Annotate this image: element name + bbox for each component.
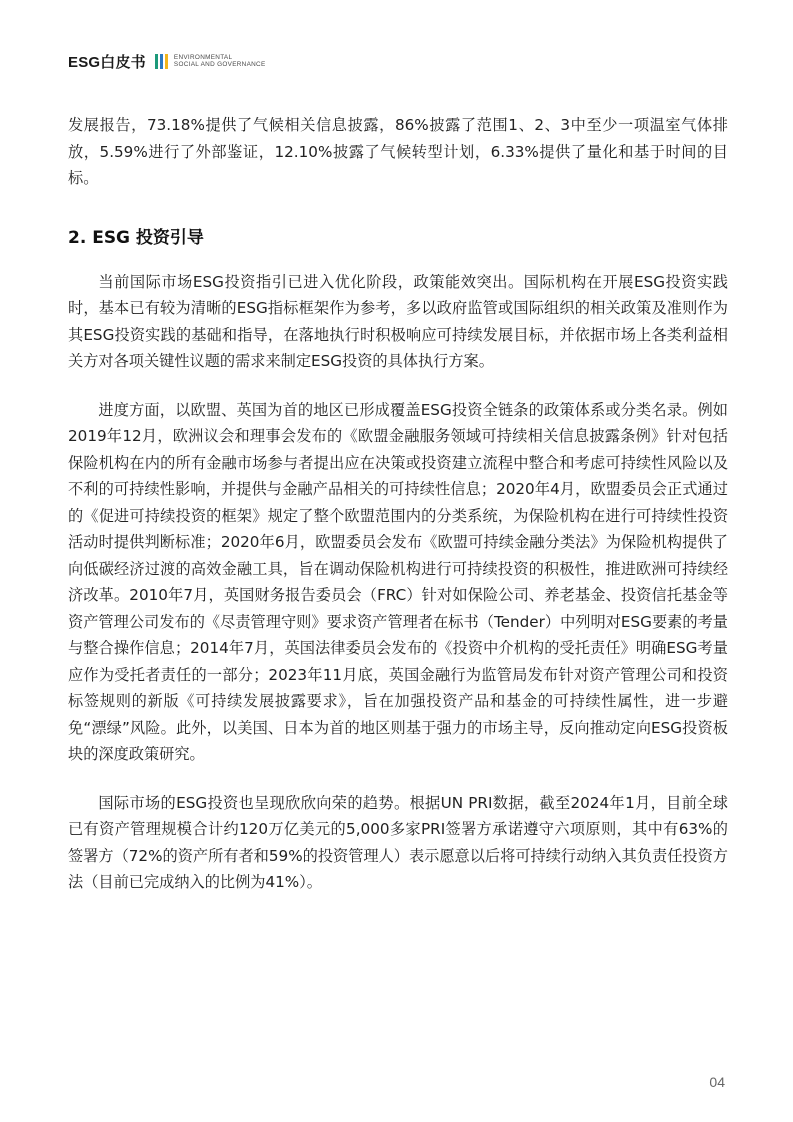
brand-bar-yellow	[165, 54, 168, 69]
body-paragraph: 进度方面，以欧盟、英国为首的地区已形成覆盖ESG投资全链条的政策体系或分类名录。例如2019年12月，欧洲议会和理事会发布的《欧盟金融服务领域可持续相关信息披露条例》针对包括保险机构在内的所有金融市场参与者提出应在决策或投资建立流程中整合和考虑可持续性风险以及不利的可持续性影响，并提供与金融产品相关的可持续性信息；2020年4月，欧盟委员会正式通过的《促进可持续投资的框架》规定了整个欧盟范围内的分类系统，为保险机构在进行可持续性投资活动时提供判断标准；2020年6月，欧盟委员会发布《欧盟可持续金融分类法》为保险机构提供了向低碳经济过渡的高效金融工具，旨在调动保险机构进行可持续投资的积极性，推进欧洲可持续经济改革。2010年7月，英国财务报告委员会（FRC）针对如保险公司、养老基金、投资信托基金等资产管理公司发布的《尽责管理守则》要求资产管理者在标书（Tender）中列明对ESG要素的考量与整合操作信息；2014年7月，英国法律委员会发布的《投资中介机构的受托责任》明确ESG考量应作为受托者责任的一部分；2023年11月底，英国金融行为监管局发布针对资产管理公司和投资标签规则的新版《可持续发展披露要求》，旨在加强投资产品和基金的可持续性属性，进一步避免“漂绿”风险。此外，以美国、日本为首的地区则基于强力的市场主导，反向推动定向ESG投资板块的深度政策研究。	[68, 400, 728, 763]
page-number: 04	[709, 1074, 725, 1090]
brand-title: ESG白皮书	[68, 53, 146, 71]
brand-bar-green	[155, 54, 158, 69]
brand-color-bars-icon	[155, 54, 168, 69]
intro-paragraph: 发展报告，73.18%提供了气候相关信息披露，86%披露了范围1、2、3中至少一项温室气体排放，5.59%进行了外部鉴证，12.10%披露了气候转型计划，6.33%提供了量化和基于时间的目标。	[68, 116, 728, 187]
brand-bar-blue	[160, 54, 163, 69]
brand-subtitle-line2: SOCIAL AND GOVERNANCE	[173, 61, 266, 68]
page-content	[68, 112, 728, 896]
section-heading: 2. ESG 投资引导	[68, 227, 204, 248]
body-paragraph: 当前国际市场ESG投资指引已进入优化阶段，政策能效突出。国际机构在开展ESG投资实践时，基本已有较为清晰的ESG指标框架作为参考，多以政府监管或国际组织的相关政策及准则作为其ESG投资实践的基础和指导，在落地执行时积极响应可持续发展目标，并依据市场上各类利益相关方对各项关键性议题的需求来制定ESG投资的具体执行方案。	[68, 272, 728, 370]
brand-subtitle-line1: ENVIRONMENTAL	[173, 53, 233, 61]
body-paragraph: 国际市场的ESG投资也呈现欣欣向荣的趋势。根据UN PRI数据，截至2024年1月，目前全球已有资产管理规模合计约120万亿美元的5,000多家PRI签署方承诺遵守六项原则，其中有63%的签署方（72%的资产所有者和59%的投资管理人）表示愿意以后将可持续行动纳入其负责任投资方法（目前已完成纳入的比例为41%）。	[68, 793, 728, 891]
brand-subtitle	[174, 54, 266, 69]
page-header	[68, 50, 266, 72]
